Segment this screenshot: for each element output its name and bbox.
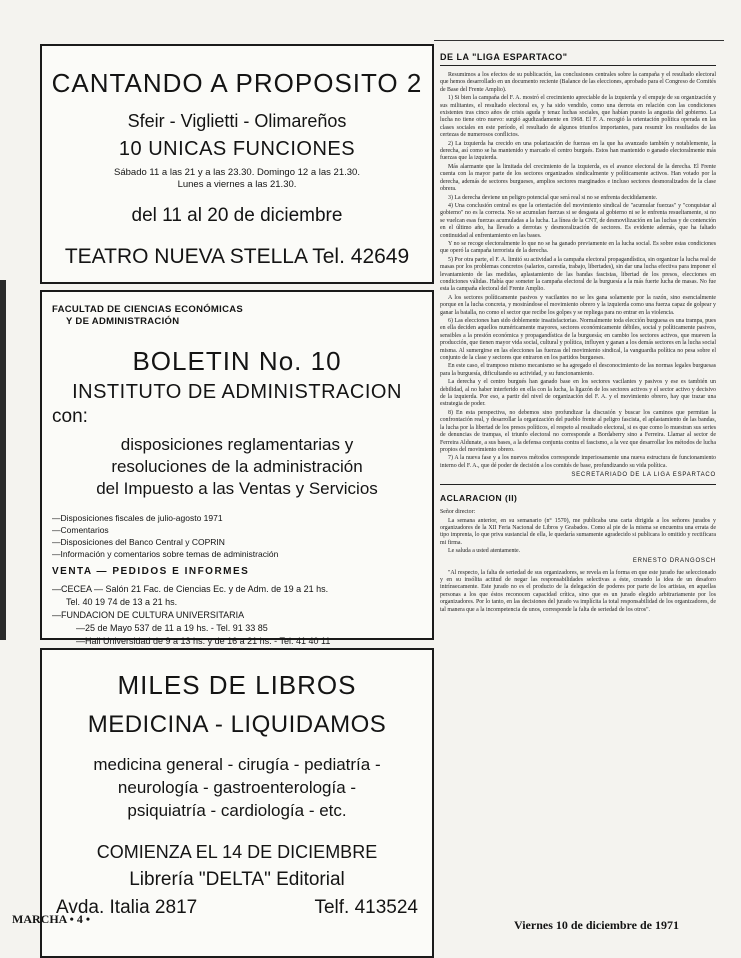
ad-boletin-sales — [52, 583, 422, 648]
letter-body — [440, 509, 716, 555]
paragraph: 4) Una conclusión central es que la orientación del movimiento sindical de "acumular fuerzas" y "conquistar al gobierno" no es la correcta. No se acumulan fuerzas si se desgasta al gobierno ni se le enfrenta resueltamente, si no se vuelcan esas fuerzas acumuladas a la lucha. La línea de la CNT, de desmovilización en las luchas y de contención en el último año, ha llevado a derrotas y desmoralización de sectores. Es evidente además, que ha faltado continuidad al enfrentamiento en las bases. — [440, 202, 716, 239]
scan-edge-shadow — [0, 280, 6, 640]
list-item: —Comentarios — [52, 525, 109, 535]
ad-libros-subtitle: MEDICINA - LIQUIDAMOS — [87, 711, 387, 738]
letter-signature: ERNESTO DRANGOSCH — [632, 557, 716, 564]
paragraph: 7) A la nueva fase y a los nuevos métodos corresponde imperiosamente una nueva estructura de funcionamiento interno del F. A., que dé poder de decisión a los comités de base, profundizando su vida política. — [440, 455, 716, 469]
ad-libros-spec-2: neurología - gastroenterología - — [117, 778, 357, 797]
ad-cantando-schedule-1: Sábado 11 a las 21 y a las 23.30. Domingo 12 a las 21.30. — [114, 167, 360, 178]
ad-boletin-faculty-1: FACULTAD DE CIENCIAS ECONÓMICAS — [52, 304, 244, 315]
ad-libros-spec-3: psiquiatría - cardiología - etc. — [127, 801, 347, 820]
list-item: —CECEA — Salón 21 Fac. de Ciencias Ec. y de Adm. de 19 a 21 hs. — [52, 584, 329, 594]
ad-libros-contact — [42, 897, 432, 919]
divider — [440, 484, 716, 485]
ad-cantando-venue: TEATRO NUEVA STELLA Tel. 42649 — [64, 245, 410, 268]
paragraph: Resumimos a los efectos de su publicación, las conclusiones centrales sobre la campaña y el resultado electoral que hemos desarrollado en un documento reciente (Balance de las elecciones, aprobado para el Congreso de Comités de Base del Frente Amplio). — [440, 72, 716, 93]
ad-libros-phone: Telf. 413524 — [314, 897, 418, 918]
article-body — [440, 72, 716, 470]
ad-boletin-desc-1: disposiciones reglamentarias y — [120, 435, 354, 454]
ad-boletin-desc-3: del Impuesto a las Ventas y Servicios — [96, 479, 378, 498]
letter-salutation: Señor director: — [440, 509, 476, 516]
ad-libros-start: COMIENZA EL 14 DE DICIEMBRE — [96, 842, 378, 862]
ad-libros-shop: Librería "DELTA" Editorial — [129, 869, 345, 890]
ad-boletin-items — [52, 512, 422, 560]
footer-page-number: MARCHA • 4 • — [12, 912, 91, 926]
ad-boletin-con: con: — [52, 406, 88, 427]
list-item: —Disposiciones del Banco Central y COPRIN — [52, 537, 225, 547]
paragraph: La semana anterior, en su semanario (n° 1570), me publicaba una carta dirigida a los señores jurados y organizadores de la XII Feria Nacional de Libros y Grabados. Como al pie de la misma se encuentra una errata de tipo imprenta, lo que priva sustancial de ella, le quedaría sumamente agradecido si publicara lo omitido y rectificara mi firma. — [440, 517, 716, 546]
ad-boletin — [40, 290, 434, 646]
letter-title: ACLARACION (II) — [440, 493, 518, 504]
ad-cantando-title: CANTANDO A PROPOSITO 2 — [51, 68, 423, 98]
paragraph: 8) En esta perspectiva, no debemos sino profundizar la discusión y buscar los caminos que permitan la confrontación real, y desarrollar la organización del pueblo frente al peligro fascista, el aplastamiento de las bandas, la lucha por la libertad de los presos políticos, el respeto al resultado electoral, si es que como lo muestran sus series de denuncias de trampas, el triunfo electoral no corresponde a Bordaberry sino a Ferreira. Llamar al sector de Ferreira Aldunate, a sus bases, a la defensa conjunta contra el fascismo, a la vez que desarrollar los métodos de lucha propios del movimiento obrero. — [440, 409, 716, 453]
top-rule — [434, 40, 724, 41]
list-item: —Disposiciones fiscales de julio-agosto 1971 — [52, 513, 223, 523]
paragraph: 1) Si bien la campaña del F. A. mostró el crecimiento apreciable de la izquierda y el empuje de su organización y sus militantes, el resultado electoral es, y ha sido vendido, como una derrota en relación con las condiciones existentes tras cinco años de crisis aguda y tenaz luchas sociales, que habían puesto la angustia del gobierno. La lucha no tiene otro nuevo: surgió agudizadamente en 1968. El F. A. recogió la orientación política operada en las clases sociales en este período, el resultado de algunos triunfos importantes, para resumir los resultados de las certezas de numerosos conflictos. — [440, 95, 716, 139]
ad-boletin-desc — [52, 434, 422, 500]
paragraph: 2) La izquierda ha crecido en una polarización de fuerzas en la que ha avanzado también y notablemente, la derecha, así como se ha mantenido y marcado el centro burgués. Estos han mantenido o ganado electoralmente más fuerzas que la izquierda. — [440, 140, 716, 162]
paragraph: La derecha y el centro burgués han ganado base en los sectores vacilantes y pasivos y ese es también un debilidad, al no haber interferido en ella con la lucha, la ligazón de los sectores activos y el sector activo y decisivo de la izquierda. Por eso, a partir del nivel de organización del F. A. y el movimiento obrero, hay que trazar una estrategia de poder. — [440, 379, 716, 408]
paragraph: 6) Las elecciones han sido doblemente insatisfactorias. Normalmente toda elección burguesa es una trampa, pues en ella deciden aquellos numéricamente mayores, sectores económicamente débiles, social y políticamente pasivos, sensibles a la presión económica y propagandística de la burguesía; en cambio los sectores activos, que mueven la producción, que tienen mayor vida social, cultural y política, influyen y ganan a los demás sectores en la lucha social misma. Al sumergirse en las elecciones las fuerzas del movimiento sindical, la vanguardia política no pesa sobre el conjunto de la clase y sectores que entraron en los partidos burgueses. — [440, 318, 716, 362]
paragraph: "Al respecto, la falta de seriedad de sus organizadores, se revela en la forma en que este jurado fue seleccionado y en su insólita actitud de negar las responsabilidades selectivas a éste, creando la idea de un desaforo intrínsecamente. Este jurado no es el producto de la delegación de poderes por parte de los artistas, en aquellas personas a los que éstos reconocen capacidad crítica, sino que es un jurado elegido arbitrariamente por los organizadores. Por lo tanto, en las decisiones del jurado va implícita la total responsabilidad de los organizadores, de tal manera que a la incompetencia de unos, corresponde la falta de seriedad de los otros". — [440, 569, 716, 613]
paragraph: En este caso, el tramposo mismo mecanismo se ha agregado el desconocimiento de las normas legales burguesas para la burguesía, dificultando su actividad, y su funcionamiento. — [440, 363, 716, 377]
ad-libros — [40, 648, 434, 958]
ad-libros-address: Avda. Italia 2817 — [56, 897, 198, 918]
list-item: —25 de Mayo 537 de 11 a 19 hs. - Tel. 91 33 85 — [76, 623, 268, 633]
paragraph: 3) La derecha deviene un peligro potencial que será real si no se enfrenta decididamente. — [448, 194, 658, 201]
ad-cantando-dates: del 11 al 20 de diciembre — [131, 205, 343, 226]
ad-boletin-title: BOLETIN No. 10 — [132, 346, 342, 376]
ad-libros-specialties — [42, 753, 432, 822]
list-item: Tel. 40 19 74 de 13 a 21 hs. — [66, 597, 178, 607]
ads-column — [40, 44, 434, 958]
article-column — [440, 52, 716, 615]
ad-libros-title: MILES DE LIBROS — [117, 670, 357, 700]
paragraph: A los sectores políticamente pasivos y vacilantes no se les gana solamente por la razón, sino esencialmente porque en la lucha concreta, y mostrándose el movimiento obrero y la izquierda como una fuerza capaz de golpear y ganar la batalla, no como el sector que recibe los golpes y se repliega para no entrar en la violencia. — [440, 294, 716, 316]
list-item: —Hall Universidad de 9 a 13 hs. y de 16 a 21 hs. - Tel. 41 40 11 — [76, 636, 331, 646]
paragraph: Más alarmante que la limitada del crecimiento de la izquierda, es el avance electoral de la derecha. El Frente cuenta con la mayor parte de los sectores organizados sindicalmente y políticamente activos. Han votado por la derecha, además de sectores burgueses, amplios sectores marginados e incluso sectores desmoralizados de la clase obrera. — [440, 163, 716, 193]
list-item: —FUNDACION DE CULTURA UNIVERSITARIA — [52, 610, 245, 620]
ad-boletin-subtitle: INSTITUTO DE ADMINISTRACION — [72, 381, 402, 403]
ad-cantando — [40, 44, 434, 284]
ad-boletin-desc-2: resoluciones de la administración — [111, 457, 363, 476]
paragraph: 5) Por otra parte, el F. A. limitó su actividad a la campaña electoral propagandística, sin organizar la lucha real de masas por los problemas concretos (salarios, carestía, trabajo, libertades), sin dar una lucha efectiva para imponer el levantamiento de las medidas, aplastamiento de las bandas fascistas, libertad de los presos, elecciones en condiciones válidas. Había que someter la campaña electoral de la burguesía a la más fuerte lucha de masas. No fue esta la campaña electoral del Frente Amplio. — [440, 256, 716, 293]
ad-cantando-functions: 10 UNICAS FUNCIONES — [118, 138, 356, 160]
ad-cantando-schedule-2: Lunes a viernes a las 21.30. — [177, 179, 297, 190]
ad-boletin-faculty-2: Y DE ADMINISTRACIÓN — [66, 316, 180, 327]
paragraph: Le saluda a usted atentamente. — [448, 548, 521, 555]
article-signature: SECRETARIADO DE LA LIGA ESPARTACO — [571, 472, 716, 479]
article-title: DE LA "LIGA ESPARTACO" — [440, 52, 716, 66]
footer-date: Viernes 10 de diciembre de 1971 — [514, 918, 679, 932]
paragraph: Y no se recoge electoralmente lo que no se ha ganado previamente en la lucha social. Es sobre estas condiciones que operó la campaña terrorista de la derecha. — [440, 240, 716, 255]
list-item: —Información y comentarios sobre temas de administración — [52, 549, 279, 559]
ad-cantando-performers: Sfeir - Viglietti - Olimareños — [127, 111, 347, 131]
letter-quote — [440, 570, 716, 614]
ad-libros-spec-1: medicina general - cirugía - pediatría - — [93, 755, 381, 774]
ad-boletin-sales-title: VENTA — PEDIDOS E INFORMES — [52, 566, 250, 577]
